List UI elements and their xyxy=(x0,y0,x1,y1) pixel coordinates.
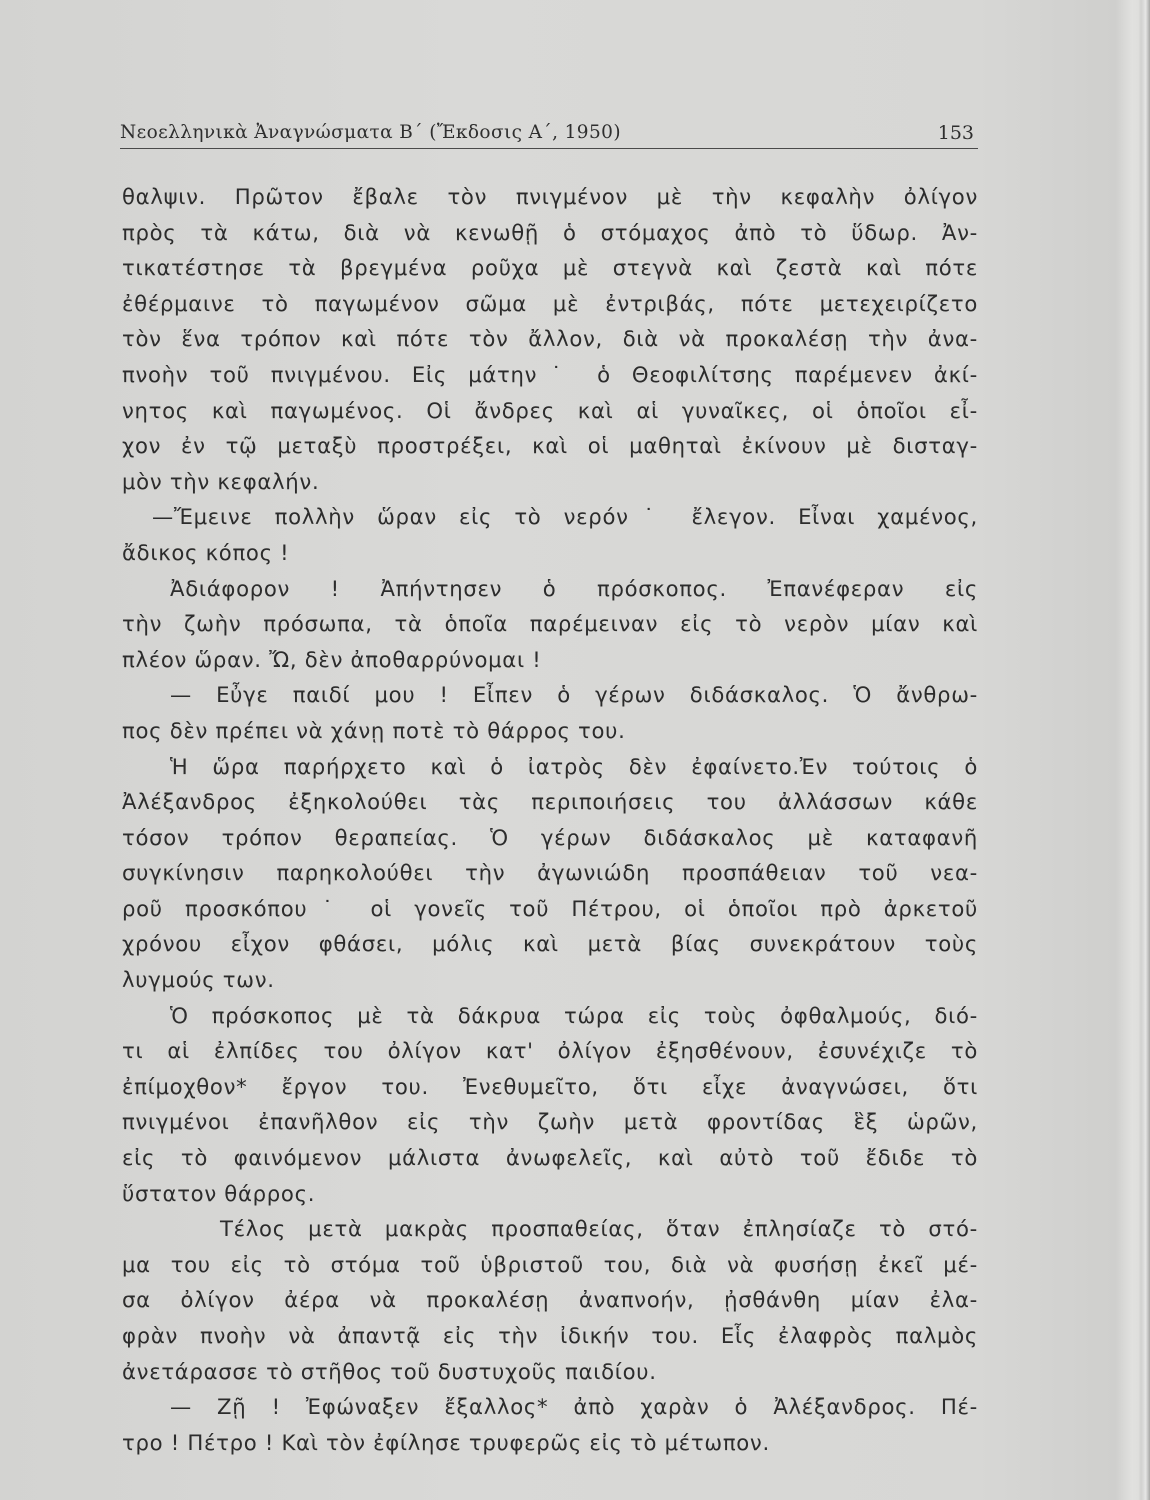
text-line: Ἡ ὥρα παρήρχετο καὶ ὁ ἰατρὸς δὲν ἐφαίνετο.Ἐν τούτοις ὁ xyxy=(170,753,978,779)
text-line: τὴν ζωὴν πρόσωπα, τὰ ὁποῖα παρέμειναν εἰς τὸ νερὸν μίαν καὶ xyxy=(122,611,978,637)
page-number: 153 xyxy=(937,122,974,144)
text-line: ροῦ προσκόπου˙ οἱ γονεῖς τοῦ Πέτρου, οἱ ὁποῖοι πρὸ ἀρκετοῦ xyxy=(122,895,978,921)
text-line: πρὸς τὰ κάτω, διὰ νὰ κενωθῇ ὁ στόμαχος ἀπὸ τὸ ὕδωρ. Ἀν- xyxy=(122,219,978,245)
text-line: σα ὀλίγον ἀέρα νὰ προκαλέσῃ ἀναπνοήν, ᾐσθάνθη μίαν ἐλα- xyxy=(122,1287,978,1313)
text-line: τρο ! Πέτρο ! Καὶ τὸν ἐφίλησε τρυφερῶς εἰς τὸ μέτωπον. xyxy=(122,1429,770,1455)
text-line: χρόνου εἶχον φθάσει, μόλις καὶ μετὰ βίας συνεκράτουν τοὺς xyxy=(122,931,978,957)
text-line: συγκίνησιν παρηκολούθει τὴν ἀγωνιώδη προσπάθειαν τοῦ νεα- xyxy=(122,860,978,886)
header-title: Νεοελληνικὰ Ἀναγνώσματα Β΄ (Ἔκδοσις Α΄, 1950) xyxy=(120,122,621,143)
text-line: — Εὖγε παιδί μου ! Εἶπεν ὁ γέρων διδάσκαλος. Ὁ ἄνθρω- xyxy=(170,682,978,708)
text-line: ἐπίμοχθον* ἔργον του. Ἐνεθυμεῖτο, ὅτι εἶχε ἀναγνώσει, ὅτι xyxy=(122,1073,978,1099)
page-edge-shadow xyxy=(1132,0,1150,1500)
text-line: μὸν τὴν κεφαλήν. xyxy=(122,468,320,494)
text-line: τὸν ἕνα τρόπον καὶ πότε τὸν ἄλλον, διὰ νὰ προκαλέσῃ τὴν ἀνα- xyxy=(122,326,978,352)
text-line: ὕστατον θάρρος. xyxy=(122,1180,316,1206)
text-line: —Ἔμεινε πολλὴν ὥραν εἰς τὸ νερόν˙ ἔλεγον. Εἶναι χαμένος, xyxy=(152,504,978,530)
text-line: τικατέστησε τὰ βρεγμένα ροῦχα μὲ στεγνὰ καὶ ζεστὰ καὶ πότε xyxy=(122,255,978,281)
text-line: Ἀλέξανδρος ἐξηκολούθει τὰς περιποιήσεις του ἀλλάσσων κάθε xyxy=(122,789,978,815)
text-line: πνιγμένοι ἐπανῆλθον εἰς τὴν ζωὴν μετὰ φροντίδας ἓξ ὡρῶν, xyxy=(122,1109,978,1135)
text-line: θαλψιν. Πρῶτον ἔβαλε τὸν πνιγμένον μὲ τὴν κεφαλὴν ὀλίγον xyxy=(122,184,978,209)
text-line: — Ζῇ ! Ἐφώναξεν ἔξαλλος* ἀπὸ χαρὰν ὁ Ἀλέξανδρος. Πέ- xyxy=(170,1394,978,1420)
text-line: νητος καὶ παγωμένος. Οἱ ἄνδρες καὶ αἱ γυναῖκες, οἱ ὁποῖοι εἶ- xyxy=(122,397,978,423)
text-line: ἀνετάρασσε τὸ στῆθος τοῦ δυστυχοῦς παιδίου. xyxy=(122,1358,657,1384)
text-line: μα του εἰς τὸ στόμα τοῦ ὑβριστοῦ του, διὰ νὰ φυσήσῃ ἐκεῖ μέ- xyxy=(122,1251,978,1277)
text-line: πνοὴν τοῦ πνιγμένου. Εἰς μάτην˙ ὁ Θεοφιλίτσης παρέμενεν ἀκί- xyxy=(122,361,978,387)
text-line: Ἀδιάφορον ! Ἀπήντησεν ὁ πρόσκοπος. Ἐπανέφεραν εἰς xyxy=(170,575,978,601)
text-line: πλέον ὥραν. Ὤ, δὲν ἀποθαρρύνομαι ! xyxy=(122,646,542,672)
text-line: ἄδικος κόπος ! xyxy=(122,539,290,565)
body-text xyxy=(122,179,978,1460)
running-header xyxy=(120,118,978,149)
text-line: τι αἱ ἐλπίδες του ὀλίγον κατ' ὀλίγον ἐξησθένουν, ἐσυνέχιζε τὸ xyxy=(122,1038,978,1064)
text-line: λυγμούς των. xyxy=(122,967,275,993)
text-line: εἰς τὸ φαινόμενον μάλιστα ἀνωφελεῖς, καὶ αὐτὸ τοῦ ἔδιδε τὸ xyxy=(122,1145,978,1171)
text-line: τόσον τρόπον θεραπείας. Ὁ γέρων διδάσκαλος μὲ καταφανῆ xyxy=(122,824,978,850)
text-line: Τέλος μετὰ μακρὰς προσπαθείας, ὅταν ἐπλησίαζε τὸ στό- xyxy=(220,1216,978,1242)
text-line: χον ἐν τῷ μεταξὺ προστρέξει, καὶ οἱ μαθηταὶ ἐκίνουν μὲ δισταγ- xyxy=(122,433,978,459)
text-line: φρὰν πνοὴν νὰ ἀπαντᾷ εἰς τὴν ἰδικήν του. Εἷς ἐλαφρὸς παλμὸς xyxy=(122,1323,978,1348)
text-line: πος δὲν πρέπει νὰ χάνῃ ποτὲ τὸ θάρρος του. xyxy=(122,717,626,743)
text-line: ἐθέρμαινε τὸ παγωμένον σῶμα μὲ ἐντριβάς, πότε μετεχειρίζετο xyxy=(122,290,978,316)
text-line: Ὁ πρόσκοπος μὲ τὰ δάκρυα τώρα εἰς τοὺς ὀφθαλμούς, διό- xyxy=(170,1002,978,1028)
